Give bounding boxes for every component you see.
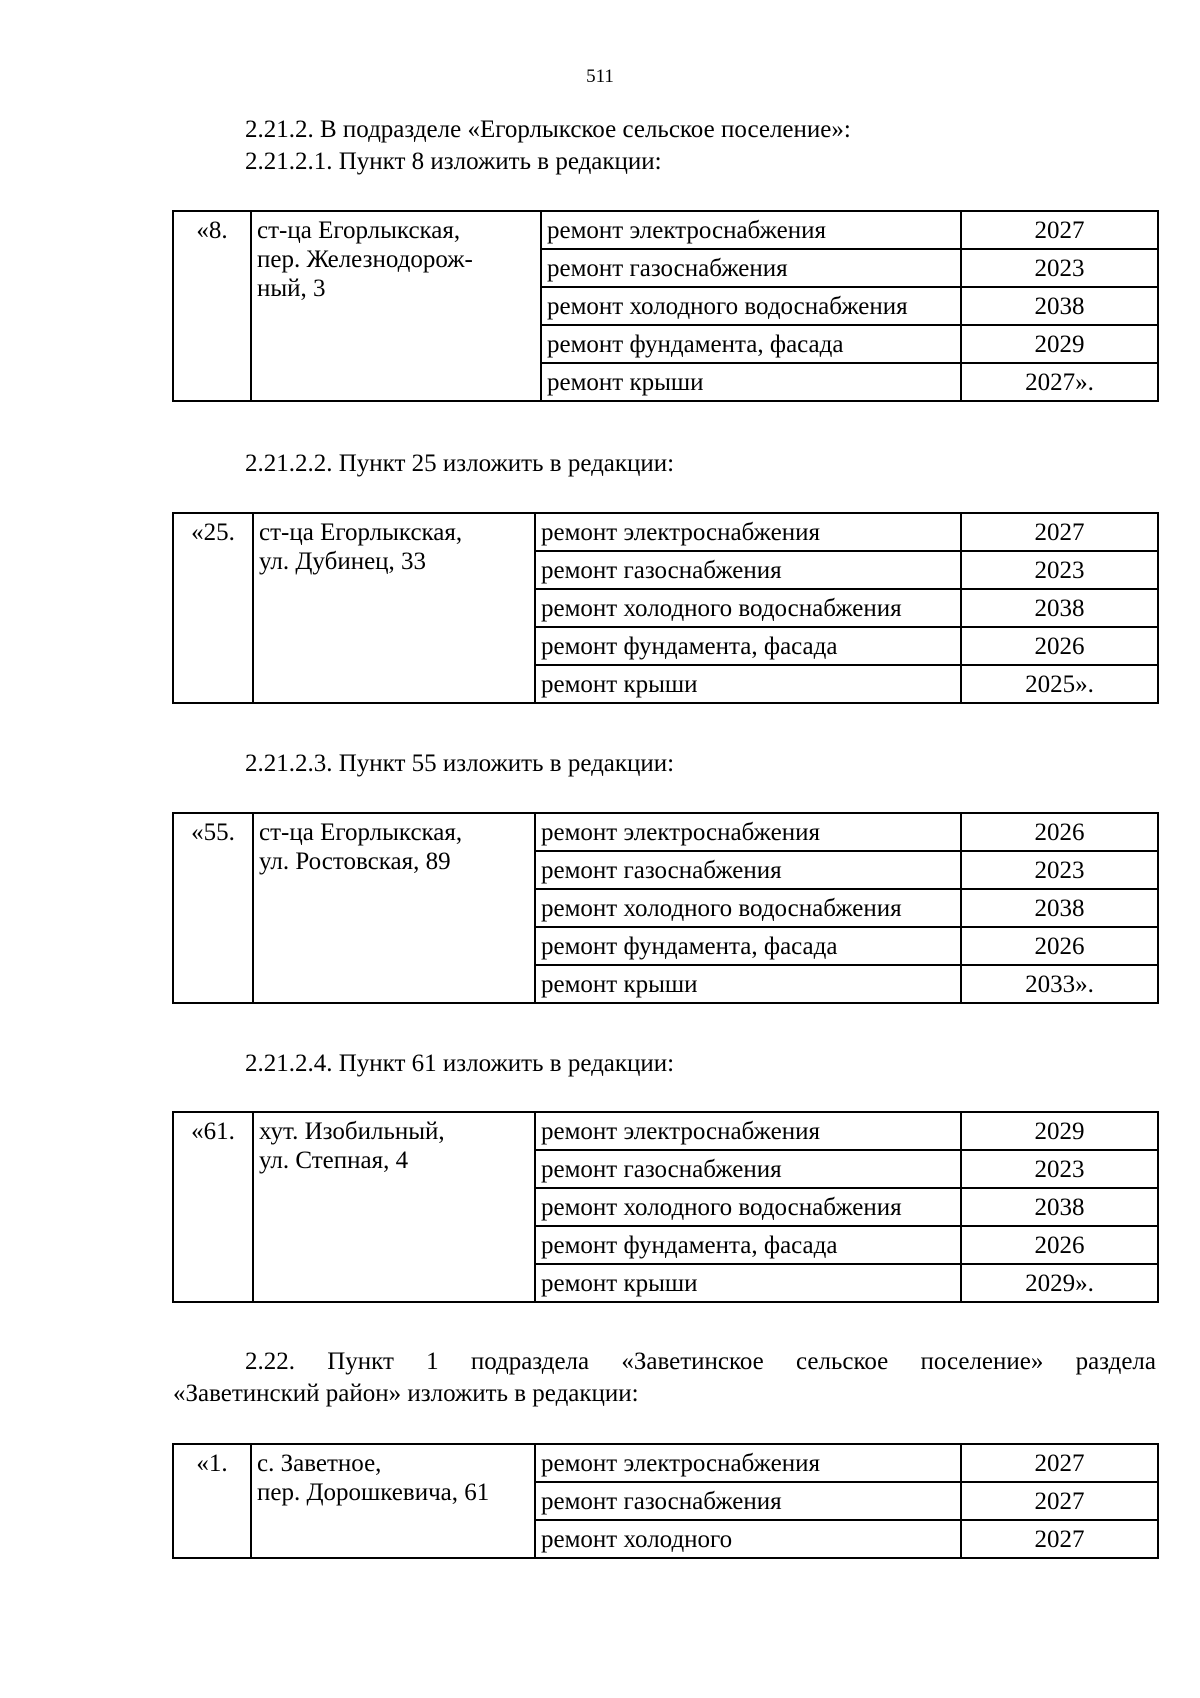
work-cell: ремонт фундамента, фасада — [535, 927, 961, 965]
work-cell: ремонт крыши — [541, 363, 961, 401]
work-cell: ремонт холодного — [535, 1520, 961, 1558]
work-cell: ремонт крыши — [535, 965, 961, 1003]
item-number: «8. — [173, 211, 251, 401]
year-cell: 2038 — [961, 589, 1158, 627]
year-cell: 2025». — [961, 665, 1158, 703]
page-number: 511 — [586, 66, 614, 87]
section-2-22-paragraph — [173, 1346, 1156, 1410]
item-number: «61. — [173, 1112, 253, 1302]
year-cell: 2038 — [961, 1188, 1158, 1226]
work-cell: ремонт газоснабжения — [535, 851, 961, 889]
work-cell: ремонт фундамента, фасада — [541, 325, 961, 363]
year-cell: 2027 — [961, 1482, 1158, 1520]
work-cell: ремонт газоснабжения — [541, 249, 961, 287]
item-number: «55. — [173, 813, 253, 1003]
work-cell: ремонт газоснабжения — [535, 1482, 961, 1520]
work-cell: ремонт газоснабжения — [535, 1150, 961, 1188]
work-cell: ремонт электроснабжения — [535, 1444, 961, 1482]
table-row — [173, 1444, 1158, 1482]
work-cell: ремонт газоснабжения — [535, 551, 961, 589]
work-cell: ремонт холодного водоснабжения — [535, 1188, 961, 1226]
section-2-22-line-2: «Заветинский район» изложить в редакции: — [173, 1380, 639, 1407]
item-number: «25. — [173, 513, 253, 703]
year-cell: 2038 — [961, 287, 1158, 325]
work-cell: ремонт электроснабжения — [535, 1112, 961, 1150]
year-cell: 2026 — [961, 1226, 1158, 1264]
intro-line-1: 2.21.2. В подразделе «Егорлыкское сельское поселение»: — [245, 116, 851, 143]
year-cell: 2023 — [961, 851, 1158, 889]
year-cell: 2027 — [961, 1520, 1158, 1558]
work-cell: ремонт электроснабжения — [535, 513, 961, 551]
year-cell: 2038 — [961, 889, 1158, 927]
table-row — [173, 211, 1158, 249]
table-row — [173, 513, 1158, 551]
work-cell: ремонт крыши — [535, 665, 961, 703]
table-item-1 — [172, 1443, 1159, 1559]
item-number: «1. — [173, 1444, 251, 1558]
heading-item-55: 2.21.2.3. Пункт 55 изложить в редакции: — [245, 750, 675, 777]
year-cell: 2029 — [961, 1112, 1158, 1150]
year-cell: 2023 — [961, 1150, 1158, 1188]
item-address: ст-ца Егорлыкская, ул. Ростовская, 89 — [253, 813, 535, 1003]
table-item-8 — [172, 210, 1159, 402]
heading-item-25: 2.21.2.2. Пункт 25 изложить в редакции: — [245, 450, 675, 477]
year-cell: 2026 — [961, 627, 1158, 665]
year-cell: 2027 — [961, 1444, 1158, 1482]
work-cell: ремонт холодного водоснабжения — [535, 589, 961, 627]
year-cell: 2029». — [961, 1264, 1158, 1302]
work-cell: ремонт фундамента, фасада — [535, 627, 961, 665]
year-cell: 2023 — [961, 551, 1158, 589]
table-item-25 — [172, 512, 1159, 704]
item-address: ст-ца Егорлыкская, ул. Дубинец, 33 — [253, 513, 535, 703]
year-cell: 2027 — [961, 211, 1158, 249]
heading-item-61: 2.21.2.4. Пункт 61 изложить в редакции: — [245, 1050, 675, 1077]
work-cell: ремонт крыши — [535, 1264, 961, 1302]
work-cell: ремонт электроснабжения — [535, 813, 961, 851]
table-row — [173, 813, 1158, 851]
intro-line-2: 2.21.2.1. Пункт 8 изложить в редакции: — [245, 148, 662, 175]
work-cell: ремонт холодного водоснабжения — [535, 889, 961, 927]
year-cell: 2029 — [961, 325, 1158, 363]
item-address: ст-ца Егорлыкская, пер. Железнодорож- ный, 3 — [251, 211, 541, 401]
year-cell: 2033». — [961, 965, 1158, 1003]
year-cell: 2026 — [961, 813, 1158, 851]
table-item-61 — [172, 1111, 1159, 1303]
year-cell: 2027 — [961, 513, 1158, 551]
year-cell: 2026 — [961, 927, 1158, 965]
item-address: с. Заветное, пер. Дорошкевича, 61 — [251, 1444, 535, 1558]
work-cell: ремонт фундамента, фасада — [535, 1226, 961, 1264]
section-2-22-line-1: 2.22. Пункт 1 подраздела «Заветинское сельское поселение» раздела — [245, 1348, 1156, 1375]
work-cell: ремонт электроснабжения — [541, 211, 961, 249]
year-cell: 2027». — [961, 363, 1158, 401]
table-row — [173, 1112, 1158, 1150]
year-cell: 2023 — [961, 249, 1158, 287]
work-cell: ремонт холодного водоснабжения — [541, 287, 961, 325]
item-address: хут. Изобильный, ул. Степная, 4 — [253, 1112, 535, 1302]
table-item-55 — [172, 812, 1159, 1004]
